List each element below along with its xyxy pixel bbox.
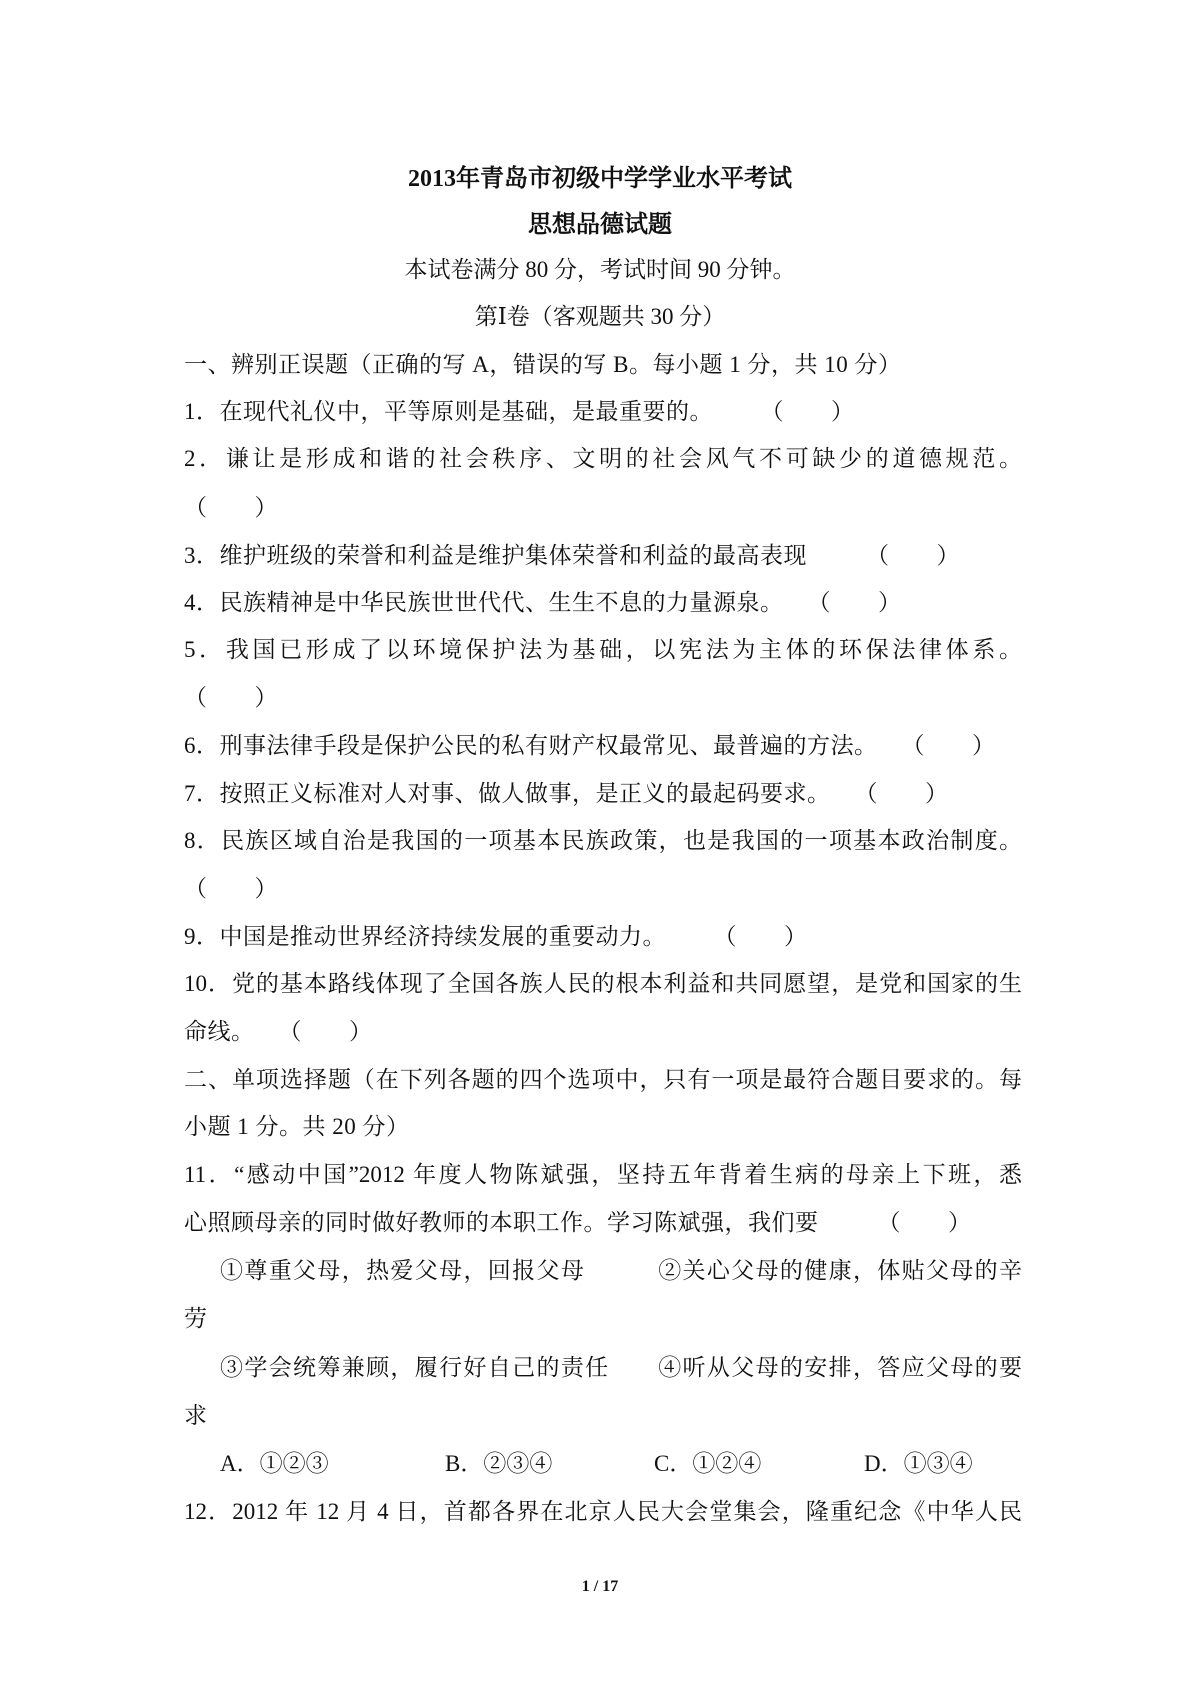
volume-heading: 第Ⅰ卷（客观题共 30 分）	[474, 304, 726, 329]
question-11-statement-1-cont: 劳	[184, 1306, 208, 1331]
question-12: 12．2012 年 12 月 4 日，首都各界在北京人民大会堂集会，隆重纪念《中华人民	[184, 1499, 1022, 1524]
option-b: B．②③④	[445, 1451, 553, 1476]
section1-heading: 一、辨别正误题（正确的写 A，错误的写 B。每小题 1 分，共 10 分）	[184, 352, 902, 377]
question-3: 3．维护班级的荣誉和利益是维护集体荣誉和利益的最高表现 （ ）	[184, 543, 960, 568]
question-11-statement-2-cont: 求	[184, 1403, 208, 1428]
question-8: 8．民族区域自治是我国的一项基本民族政策，也是我国的一项基本政治制度。	[184, 828, 1022, 853]
option-c: C．①②④	[654, 1451, 762, 1476]
question-4: 4．民族精神是中华民族世世代代、生生不息的力量源泉。 （ ）	[184, 590, 902, 615]
exam-subtitle: 思想品德试题	[528, 212, 672, 238]
question-11-statement-1: ①尊重父母，热爱父母，回报父母 ②关心父母的健康，体贴父母的辛	[220, 1258, 1022, 1283]
question-5: 5．我国已形成了以环境保护法为基础，以宪法为主体的环保法律体系。	[184, 637, 1022, 662]
option-a: A．①②③	[220, 1451, 329, 1476]
option-d: D．①③④	[864, 1451, 973, 1476]
question-11-cont: 心照顾母亲的同时做好教师的本职工作。学习陈斌强，我们要 （ ）	[184, 1210, 972, 1235]
page-number: 1 / 17	[581, 1578, 619, 1595]
question-6: 6．刑事法律手段是保护公民的私有财产权最常见、最普遍的方法。 （ ）	[184, 733, 996, 758]
section2-heading-cont: 小题 1 分。共 20 分）	[184, 1114, 410, 1139]
section2-heading: 二、单项选择题（在下列各题的四个选项中，只有一项是最符合题目要求的。每	[184, 1067, 1022, 1092]
question-10: 10．党的基本路线体现了全国各族人民的根本利益和共同愿望，是党和国家的生	[184, 971, 1022, 996]
question-7: 7．按照正义标准对人对事、做人做事，是正义的最起码要求。 （ ）	[184, 781, 949, 806]
question-8-blank: （ ）	[184, 876, 278, 901]
exam-info: 本试卷满分 80 分，考试时间 90 分钟。	[404, 257, 796, 282]
question-11: 11．“感动中国”2012 年度人物陈斌强，坚持五年背着生病的母亲上下班，悉	[184, 1162, 1022, 1187]
question-1: 1．在现代礼仪中，平等原则是基础，是最重要的。 （ ）	[184, 399, 855, 424]
question-2: 2．谦让是形成和谐的社会秩序、文明的社会风气不可缺少的道德规范。	[184, 446, 1022, 471]
question-2-blank: （ ）	[184, 495, 278, 520]
question-5-blank: （ ）	[184, 685, 278, 710]
question-9: 9．中国是推动世界经济持续发展的重要动力。 （ ）	[184, 924, 808, 949]
exam-title: 2013年青岛市初级中学学业水平考试	[408, 166, 792, 192]
question-10-cont: 命线。 （ ）	[184, 1019, 373, 1044]
question-11-statement-2: ③学会统筹兼顾，履行好自己的责任 ④听从父母的安排，答应父母的要	[220, 1355, 1022, 1380]
